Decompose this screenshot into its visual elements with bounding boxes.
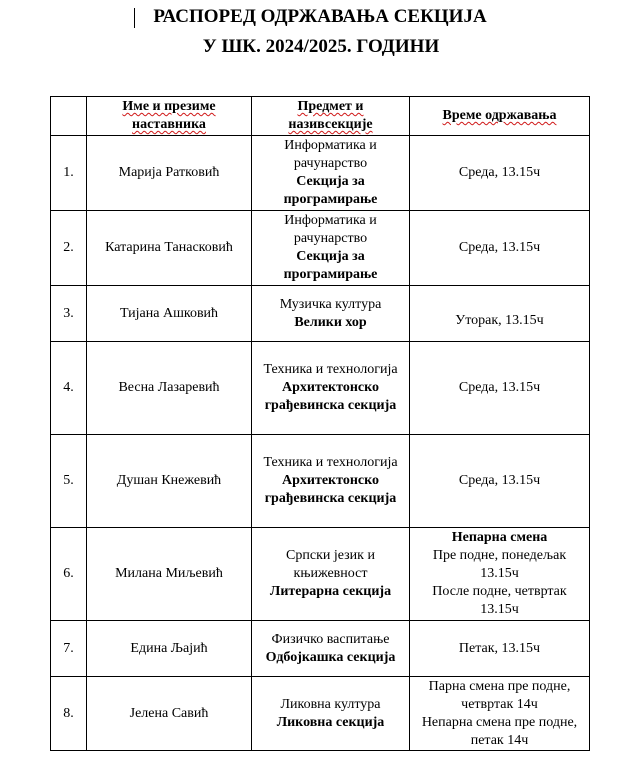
section-name: Ликовна секција <box>276 714 385 730</box>
time-line: Петак, 13.15ч <box>458 640 541 656</box>
subject-name: Информатика и рачунарство <box>284 213 377 246</box>
table-row <box>51 342 590 435</box>
subject-cell <box>252 677 410 751</box>
table-row <box>51 677 590 751</box>
time-cell <box>410 211 590 286</box>
time-cell <box>410 621 590 677</box>
subject-name: Информатика и рачунарство <box>284 138 377 171</box>
teacher-name: Весна Лазаревић <box>87 342 252 435</box>
time-line: Парна смена пре подне, четвртак 14ч <box>428 678 571 712</box>
teacher-name: Катарина Танасковић <box>87 211 252 286</box>
teacher-name: Марија Ратковић <box>87 136 252 211</box>
time-line: Пре подне, понедељак 13.15ч <box>432 548 567 581</box>
time-cell <box>410 342 590 435</box>
table-row <box>51 286 590 342</box>
subject-name: Физичко васпитање <box>271 631 390 647</box>
time-cell <box>410 677 590 751</box>
time-cell <box>410 136 590 211</box>
table-header-row <box>51 97 590 136</box>
teacher-name: Душан Кнежевић <box>87 435 252 528</box>
row-number: 6. <box>51 528 87 621</box>
time-line: Среда, 13.15ч <box>458 380 541 395</box>
row-number: 2. <box>51 211 87 286</box>
subject-cell <box>252 136 410 211</box>
row-number: 5. <box>51 435 87 528</box>
table-row <box>51 621 590 677</box>
row-number: 3. <box>51 286 87 342</box>
document-title: РАСПОРЕД ОДРЖАВАЊА СЕКЦИЈА <box>153 6 487 27</box>
subject-name: Техника и технологија <box>263 455 398 470</box>
row-number: 8. <box>51 677 87 751</box>
teacher-name: Милана Миљевић <box>87 528 252 621</box>
time-cell <box>410 528 590 621</box>
teacher-name: Едина Љајић <box>87 621 252 677</box>
teacher-name: Јелена Савић <box>87 677 252 751</box>
header-subject: Предмет и називсекције <box>252 97 410 136</box>
header-teacher: Име и презиме наставника <box>87 97 252 136</box>
subject-cell <box>252 435 410 528</box>
subject-cell <box>252 286 410 342</box>
table-row <box>51 211 590 286</box>
section-name: Одбојкашка секција <box>265 649 396 665</box>
section-name: Архитектонско грађевинска секција <box>264 380 397 413</box>
shift-title: Непарна смена <box>451 530 548 545</box>
document-subtitle: У ШК. 2024/2025. ГОДИНИ <box>202 36 440 57</box>
subject-cell <box>252 528 410 621</box>
time-line: Среда, 13.15ч <box>458 165 541 180</box>
row-number: 1. <box>51 136 87 211</box>
time-cell <box>410 286 590 342</box>
section-name: Секција за програмирање <box>283 249 378 282</box>
section-name: Архитектонско грађевинска секција <box>264 473 397 506</box>
section-name: Секција за програмирање <box>283 174 378 207</box>
time-cell <box>410 435 590 528</box>
teacher-name: Тијана Ашковић <box>87 286 252 342</box>
section-name: Велики хор <box>294 314 367 330</box>
subject-name: Музичка култура <box>279 296 382 312</box>
time-line: Среда, 13.15ч <box>458 473 541 488</box>
row-number: 7. <box>51 621 87 677</box>
header-time: Време одржавања <box>410 97 590 136</box>
subject-cell <box>252 342 410 435</box>
header-number <box>51 97 87 136</box>
table-row <box>51 435 590 528</box>
table-row <box>51 528 590 621</box>
schedule-table <box>50 96 590 751</box>
time-line: Среда, 13.15ч <box>458 240 541 255</box>
time-line: Уторак, 13.15ч <box>455 312 544 328</box>
table-row <box>51 136 590 211</box>
subject-name: Ликовна култура <box>280 696 381 712</box>
time-line: После подне, четвртак 13.15ч <box>432 584 567 617</box>
subject-name: Техника и технологија <box>263 362 398 377</box>
subject-cell <box>252 211 410 286</box>
row-number: 4. <box>51 342 87 435</box>
subject-cell <box>252 621 410 677</box>
time-line: Непарна смена пре подне, петак 14ч <box>421 714 578 748</box>
subject-name: Српски језик и књижевност <box>286 548 375 581</box>
section-name: Литерарна секција <box>269 584 392 599</box>
